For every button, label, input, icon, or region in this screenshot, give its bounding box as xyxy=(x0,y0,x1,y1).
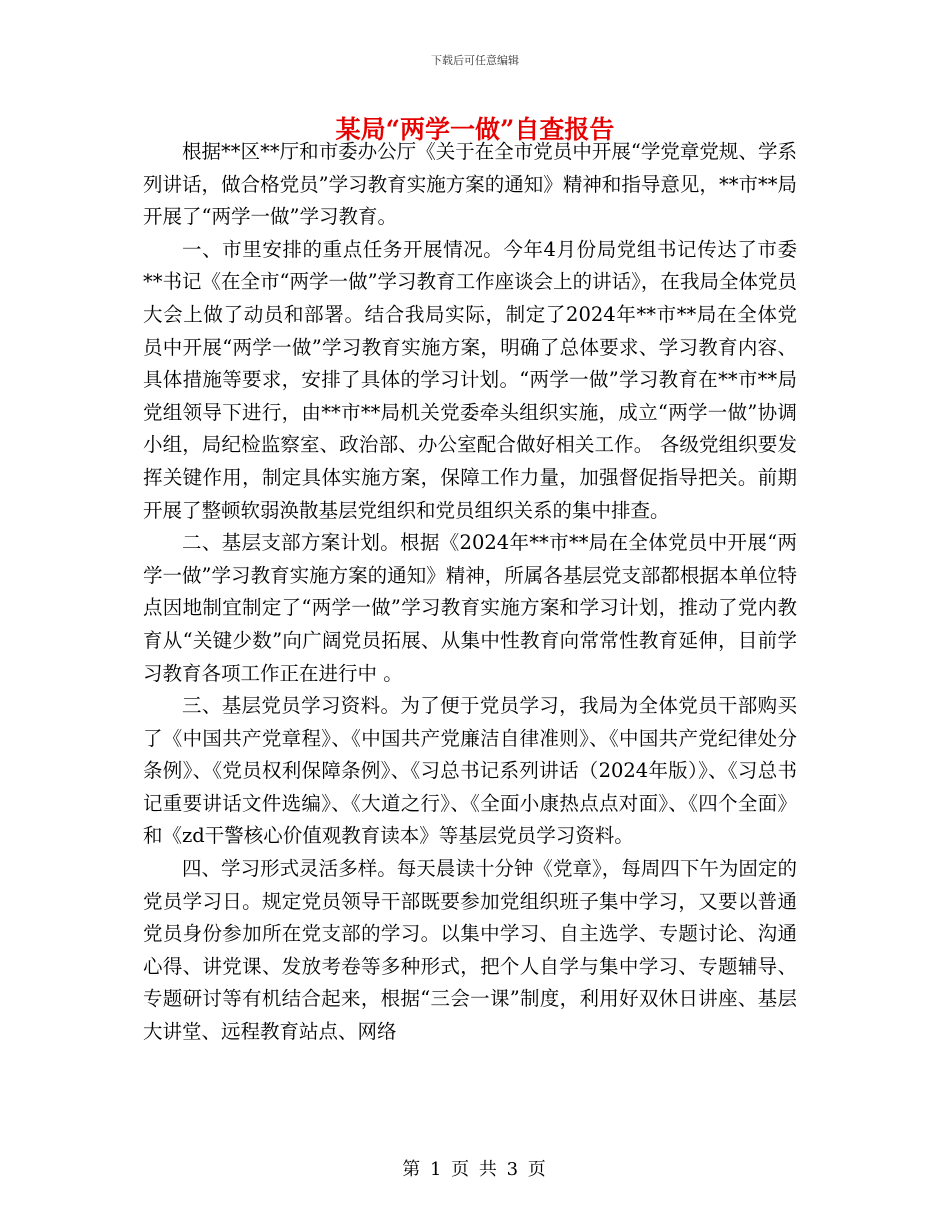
page-number-footer: 第 1 页 共 3 页 xyxy=(402,1159,548,1180)
paragraph-section-2: 二、基层支部方案计划。根据《2024年**市**局在全体党员中开展“两学一做”学习教育实施方案的通知》精神，所属各基层党支部都根据本单位特点因地制宜制定了“两学一做”学习教育实施方案和学习计划，推动了党内教育从“关键少数”向广阔党员拓展、从集中性教育向常常性教育延伸，目前学习教育各项工作正在进行中 。 xyxy=(143,531,797,685)
document-body xyxy=(143,136,797,1049)
page-header-note: 下载后可任意编辑 xyxy=(431,54,519,67)
paragraph-section-3: 三、基层党员学习资料。为了便于党员学习，我局为全体党员干部购买了《中国共产党章程》、《中国共产党廉洁自律准则》、《中国共产党纪律处分条例》、《党员权利保障条例》、《习总书记系列讲话（2024年版）》、《习总书记重要讲话文件选编》、《大道之行》、《全面小康热点点对面》、《四个全面》和《zd干警核心价值观教育读本》等基层党员学习资料。 xyxy=(143,694,797,848)
paragraph-section-1: 一、市里安排的重点任务开展情况。今年4月份局党组书记传达了市委**书记《在全市“两学一做”学习教育工作座谈会上的讲话》，在我局全体党员大会上做了动员和部署。结合我局实际，制定了2024年**市**局在全体党员中开展“两学一做”学习教育实施方案，明确了总体要求、学习教育内容、具体措施等要求，安排了具体的学习计划。“两学一做”学习教育在**市**局党组领导下进行，由**市**局机关党委牵头组织实施，成立“两学一做”协调小组，局纪检监察室、政治部、办公室配合做好相关工作。 各级党组织要发挥关键作用，制定具体实施方案，保障工作力量，加强督促指导把关。前期开展了整顿软弱涣散基层党组织和党员组织关系的集中排查。 xyxy=(143,237,797,522)
paragraph-intro: 根据**区**厅和市委办公厅《关于在全市党员中开展“学党章党规、学系列讲话，做合格党员”学习教育实施方案的通知》精神和指导意见，**市**局开展了“两学一做”学习教育。 xyxy=(143,140,797,229)
document-title: 某局“两学一做”自查报告 xyxy=(335,115,615,144)
paragraph-section-4: 四、学习形式灵活多样。每天晨读十分钟《党章》，每周四下午为固定的党员学习日。规定党员领导干部既要参加党组织班子集中学习，又要以普通党员身份参加所在党支部的学习。以集中学习、自主选学、专题讨论、沟通心得、讲党课、发放考卷等多种形式，把个人自学与集中学习、专题辅导、专题研讨等有机结合起来，根据“三会一课”制度，利用好双休日讲座、基层大讲堂、远程教育站点、网络 xyxy=(143,857,797,1044)
